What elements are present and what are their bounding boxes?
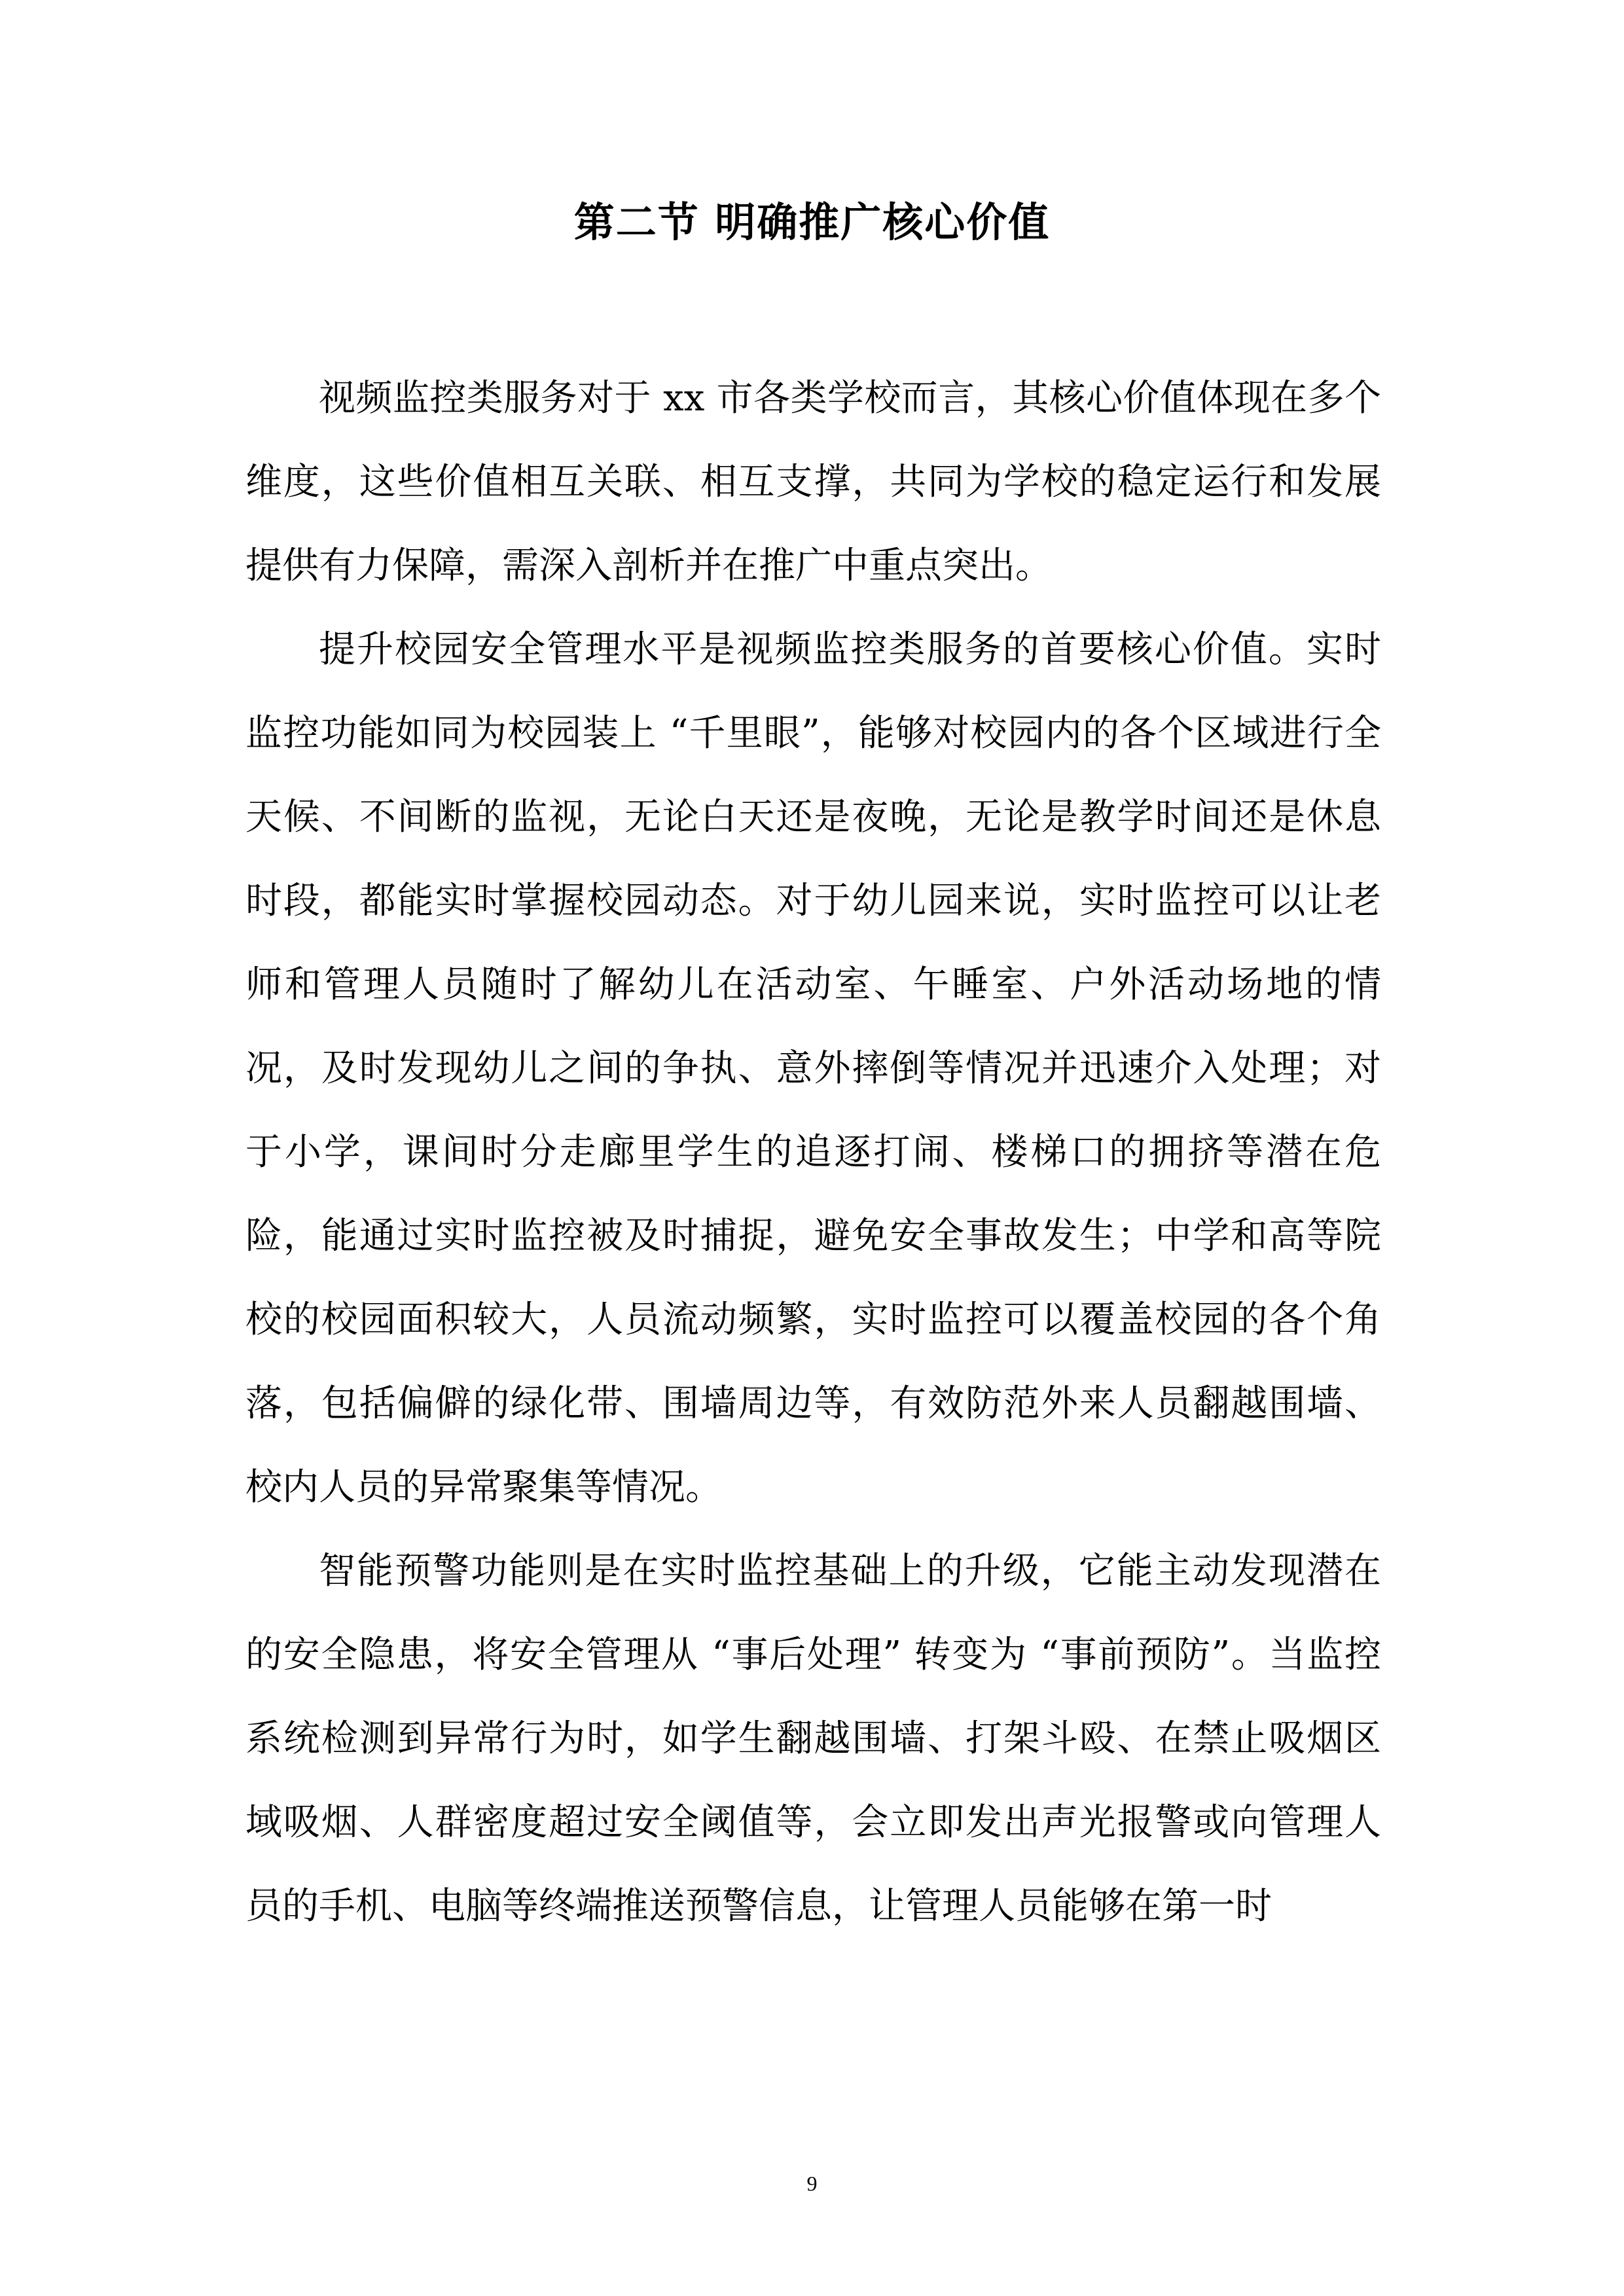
paragraph-intro: 视频监控类服务对于 xx 市各类学校而言，其核心价值体现在多个维度，这些价值相互关联、相互支撑，共同为学校的稳定运行和发展提供有力保障，需深入剖析并在推广中重点突出。 (245, 377, 1381, 587)
section-title: 第二节 明确推广核心价值 (573, 198, 1051, 246)
paragraph-safety-management: 提升校园安全管理水平是视频监控类服务的首要核心价值。实时监控功能如同为校园装上 “千里眼”，能够对校园内的各个区域进行全天候、不间断的监视，无论白天还是夜晚，无论是教学时间还是休息时段，都能实时掌握校园动态。对于幼儿园来说，实时监控可以让老师和管理人员随时了解幼儿在活动室、午睡室、户外活动场地的情况，及时发现幼儿之间的争执、意外摔倒等情况并迅速介入处理；对于小学，课间时分走廊里学生的追逐打闹、楼梯口的拥挤等潜在危险，能通过实时监控被及时捕捉，避免安全事故发生；中学和高等院校的校园面积较大，人员流动频繁，实时监控可以覆盖校园的各个角落，包括偏僻的绿化带、围墙周边等，有效防范外来人员翻越围墙、校内人员的异常聚集等情况。 (245, 628, 1381, 1509)
page-number: 9 (806, 2172, 818, 2195)
body-text (245, 357, 1381, 1948)
paragraph-smart-warning: 智能预警功能则是在实时监控基础上的升级，它能主动发现潜在的安全隐患，将安全管理从 “事后处理” 转变为 “事前预防”。当监控系统检测到异常行为时，如学生翻越围墙、打架斗殴、在禁止吸烟区域吸烟、人群密度超过安全阈值等，会立即发出声光报警或向管理人员的手机、电脑等终端推送预警信息，让管理人员能够在第一时 (245, 1550, 1381, 1928)
